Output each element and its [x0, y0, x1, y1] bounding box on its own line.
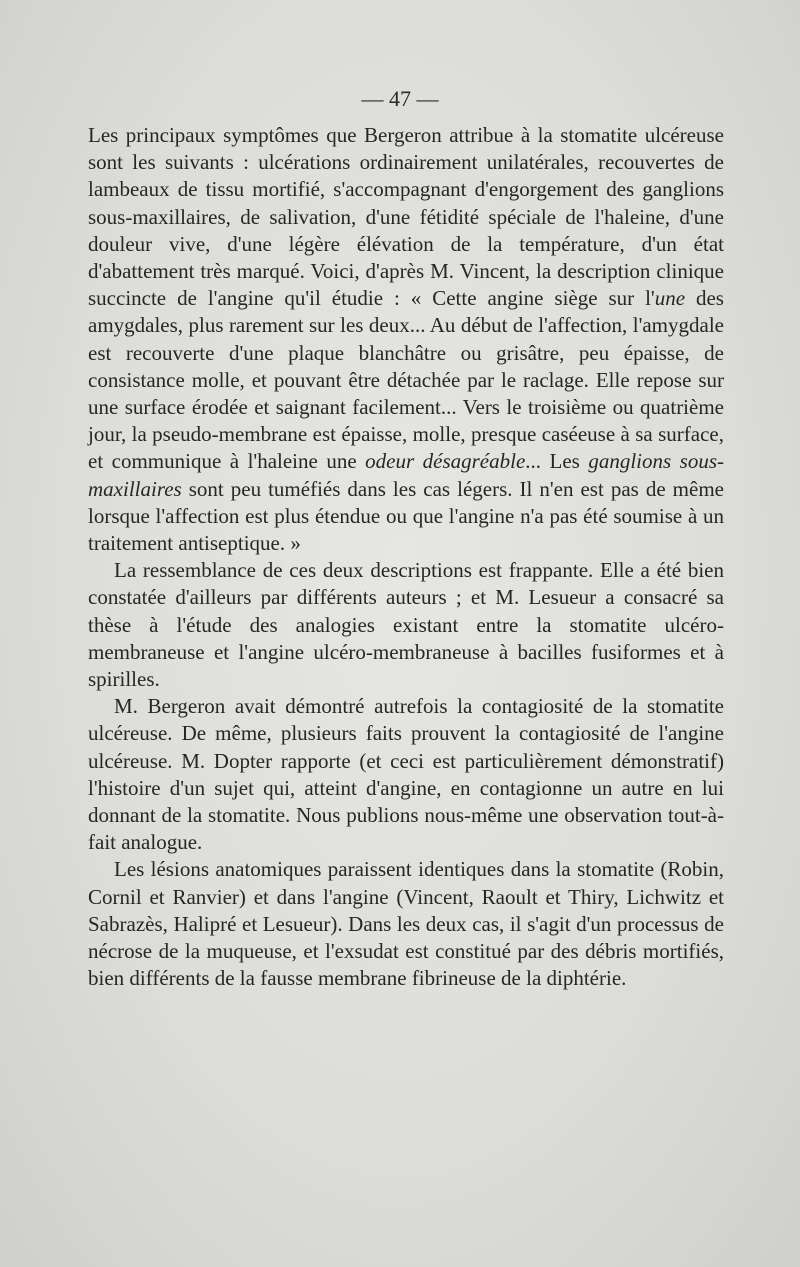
italic-text: odeur désagréable — [365, 449, 526, 474]
page-number: — 47 — — [361, 86, 439, 111]
paragraph-text: sont peu tuméfiés dans les cas légers. Il n'en est pas de même lorsque l'affection est plus étendue ou que l'angine n'a pas été soumise à un traitement antiseptique. » — [88, 476, 724, 556]
paragraph-text: des amygdales, plus rarement sur les deux... Au début de l'affection, l'amygdale est recouverte d'une plaque blanchâtre ou grisâtre, peu épaisse, de consistance molle, et pouvant être détachée par le raclage. Elle repose sur une surface érodée et saignant facilement... Vers le troisième ou quatrième jour, la pseudo-membrane est épaisse, molle, presque caséeuse à sa surface, et communique à l'haleine une — [88, 286, 724, 474]
paragraph-lesions: Les lésions anatomiques paraissent identiques dans la stomatite (Robin, Cornil et Ranvier) et dans l'angine (Vincent, Raoult et Thiry, Lichwitz et Sabrazès, Halipré et Lesueur). Dans les deux cas, il s'agit d'un processus de nécrose de la muqueuse, et l'exsudat est constitué par des débris mortifiés, bien différents de la fausse membrane fibrineuse de la diphtérie. — [88, 857, 724, 991]
paragraph-text: ... Les — [525, 449, 589, 474]
italic-text: une — [654, 286, 686, 311]
paragraph-resemblance: La ressemblance de ces deux descriptions est frappante. Elle a été bien constatée d'ailleurs par différents auteurs ; et M. Lesueur a consacré sa thèse à l'étude des analogies existant entre la stomatite ulcéro-membraneuse et l'angine ulcéro-membraneuse à bacilles fusiformes et à spirilles. — [88, 558, 724, 692]
paragraph-contagion: M. Bergeron avait démontré autrefois la contagiosité de la stomatite ulcéreuse. De même, plusieurs faits prouvent la contagiosité de l'angine ulcéreuse. M. Dopter rapporte (et ceci est particulièrement démonstratif) l'histoire d'un sujet qui, atteint d'angine, en contagionne un autre en lui donnant de la stomatite. Nous publions nous-même une observation tout-à-fait analogue. — [88, 694, 724, 855]
italic-text: ganglions sous-maxillaires — [88, 449, 724, 501]
paragraph-text: Les principaux symptômes que Bergeron attribue à la stomatite ulcéreuse sont les suivants : ulcérations ordinairement unilatérales, recouvertes de lambeaux de tissu mortifié, s'accompagnant d'engorgement des ganglions sous-maxillaires, de salivation, d'une fétidité spéciale de l'haleine, d'une douleur vive, d'une légère élévation de la température, d'un état d'abattement très marqué. Voici, d'après M. Vincent, la description clinique succincte de l'angine qu'il étudie : « Cette angine siège sur l' — [88, 123, 724, 311]
paragraph-symptoms — [88, 122, 724, 557]
body-text — [88, 122, 724, 993]
